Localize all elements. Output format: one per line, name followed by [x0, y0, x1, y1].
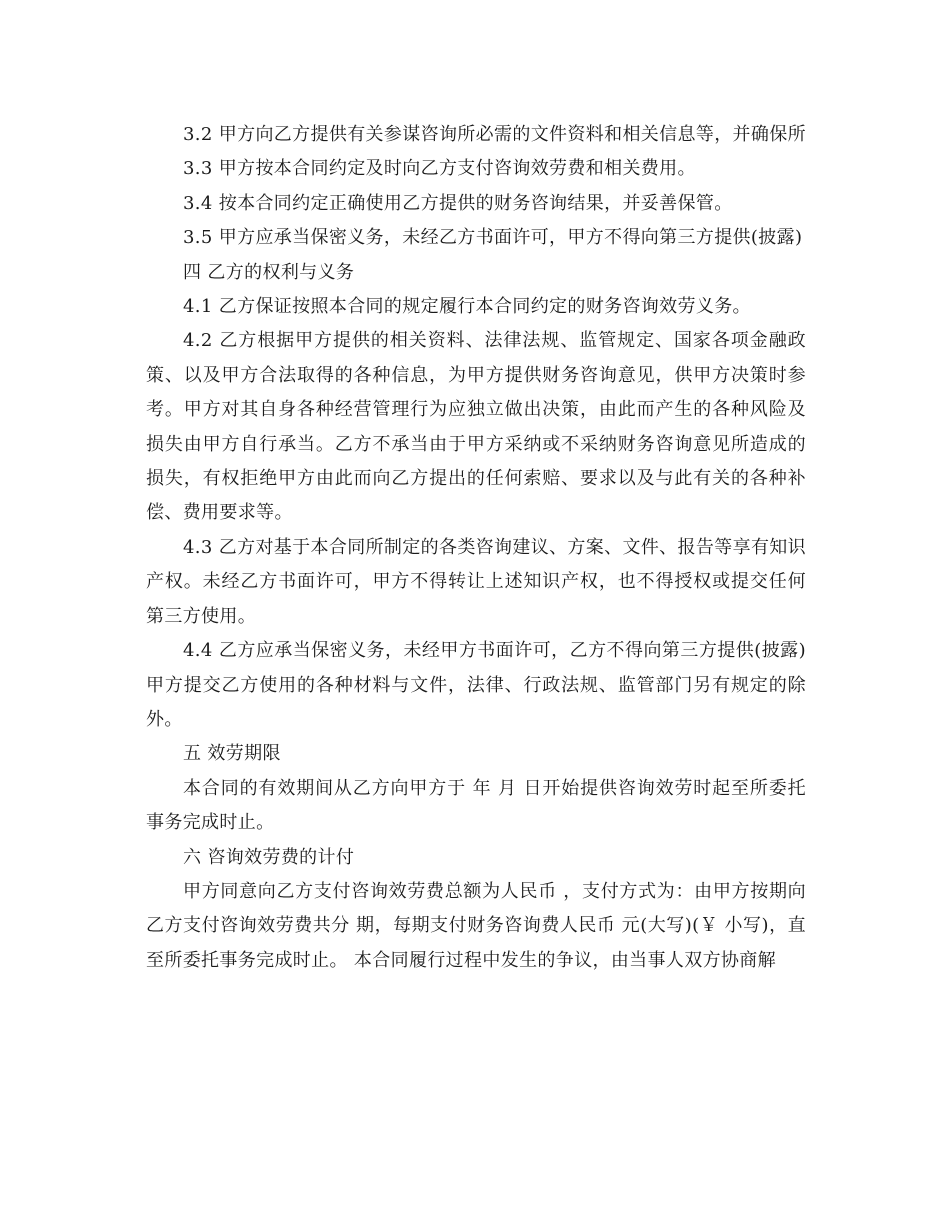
clause-4-4: 4.4 乙方应承当保密义务，未经甲方书面许可，乙方不得向第三方提供(披露)甲方提交乙方使用的各种材料与文件，法律、行政法规、监管部门另有规定的除外。	[146, 640, 806, 730]
clause-3-4: 3.4 按本合同约定正确使用乙方提供的财务咨询结果，并妥善保管。	[183, 192, 733, 214]
clause-4-2: 4.2 乙方根据甲方提供的相关资料、法律法规、监管规定、国家各项金融政策、以及甲方合法取得的各种信息，为甲方提供财务咨询意见，供甲方决策时参考。甲方对其自身各种经营管理行为应独立做出决策，由此而产生的各种风险及损失由甲方自行承当。乙方不承当由于甲方采纳或不采纳财务咨询意见所造成的损失，有权拒绝甲方由此而向乙方提出的任何索赔、要求以及与此有关的各种补偿、费用要求等。	[146, 330, 806, 524]
document-body	[146, 118, 806, 978]
section-heading-5: 五 效劳期限	[183, 743, 281, 765]
payment-terms-text: 甲方同意向乙方支付咨询效劳费总额为人民币 ，支付方式为：由甲方按期向乙方支付咨询效劳费共分 期，每期支付财务咨询费人民币 元(大写)(￥ 小写)，直至所委托事务完成时止。 本合同履行过程中发生的争议，由当事人双方协商解	[146, 880, 806, 971]
clause-4-3: 4.3 乙方对基于本合同所制定的各类咨询建议、方案、文件、报告等享有知识产权。未经乙方书面许可，甲方不得转让上述知识产权，也不得授权或提交任何第三方使用。	[146, 536, 806, 627]
clause-3-2: 3.2 甲方向乙方提供有关参谋咨询所必需的文件资料和相关信息等，并确保所	[183, 124, 806, 145]
section-heading-4: 四 乙方的权利与义务	[183, 261, 355, 283]
clause-3-3: 3.3 甲方按本合同约定及时向乙方支付咨询效劳费和相关费用。	[183, 158, 696, 180]
service-period-text: 本合同的有效期间从乙方向甲方于 年 月 日开始提供咨询效劳时起至所委托事务完成时止。	[146, 777, 806, 834]
section-heading-6: 六 咨询效劳费的计付	[183, 846, 355, 868]
clause-4-1: 4.1 乙方保证按照本合同的规定履行本合同约定的财务咨询效劳义务。	[183, 296, 751, 318]
clause-3-5: 3.5 甲方应承当保密义务，未经乙方书面许可，甲方不得向第三方提供(披露)	[183, 227, 803, 249]
